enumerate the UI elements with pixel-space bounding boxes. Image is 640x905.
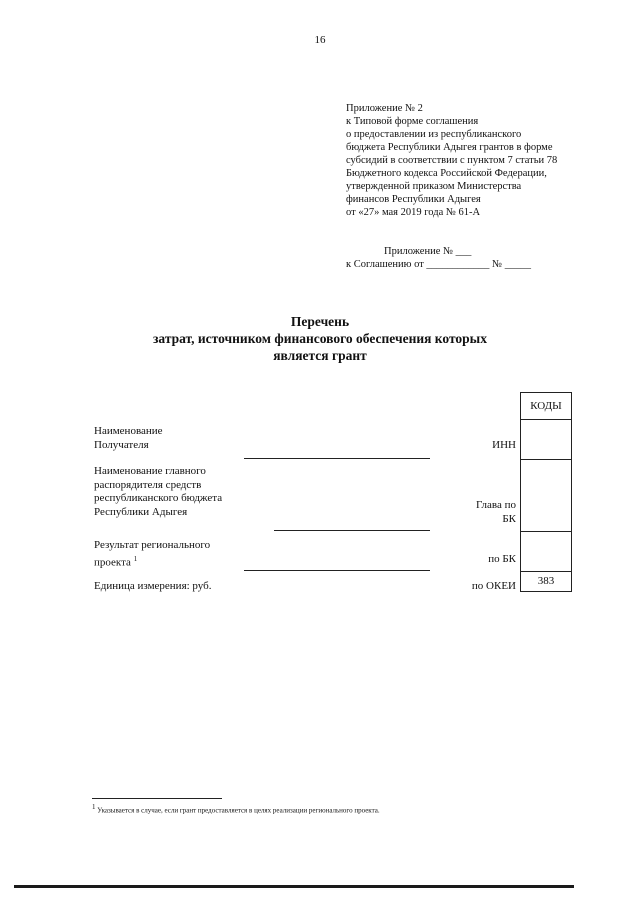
appendix-line: Бюджетного кодекса Российской Федерации, <box>346 168 547 179</box>
regional-project-fill-line <box>244 570 430 571</box>
recipient-label <box>94 425 274 452</box>
appendix-line: утвержденной приказом Министерства <box>346 181 522 192</box>
inn-label: ИНН <box>492 439 516 451</box>
appendix-line: финансов Республики Адыгея <box>346 194 481 205</box>
recipient-label-line: Наименование <box>94 425 163 437</box>
appendix-line: Приложение № 2 <box>346 103 423 114</box>
scan-bottom-edge <box>14 885 574 888</box>
appendix-line: от «27» мая 2019 года № 61-А <box>346 207 481 218</box>
page-number: 16 <box>314 34 326 46</box>
glava-bk-label-line: Глава по <box>476 499 516 511</box>
footnote <box>92 803 380 814</box>
appendix-header <box>346 102 606 219</box>
regional-project-label-line: Результат регионального <box>94 539 211 551</box>
budget-administrator-label-line: Республики Адыгея <box>94 505 188 518</box>
appendix-line: о предоставлении из республиканского <box>346 129 522 140</box>
po-bk-label: по БК <box>488 553 516 565</box>
sub-appendix-number: Приложение № ___ <box>384 246 472 257</box>
appendix-line: субсидий в соответствии с пунктом 7 статьи 78 <box>346 155 558 166</box>
budget-administrator-label-line: распорядителя средств <box>94 478 202 491</box>
codes-column <box>520 392 572 592</box>
appendix-line: к Типовой форме соглашения <box>346 116 479 127</box>
codes-header: КОДЫ <box>521 393 571 420</box>
document-subtitle-line2: является грант <box>273 348 367 363</box>
budget-administrator-fill-line <box>274 530 430 531</box>
budget-administrator-label <box>94 465 274 519</box>
footnote-separator <box>92 798 222 799</box>
footnote-text: Указывается в случае, если грант предоставляется в целях реализации регионального проекта. <box>97 806 380 815</box>
glava-bk-label <box>440 499 516 526</box>
appendix-line: бюджета Республики Адыгея грантов в форме <box>346 142 553 153</box>
budget-administrator-label-line: республиканского бюджета <box>94 492 223 504</box>
recipient-label-line: Получателя <box>94 438 149 451</box>
footnote-reference: 1 <box>133 554 138 563</box>
glava-bk-label-line: БК <box>502 512 516 525</box>
budget-administrator-label-line: Наименование главного <box>94 465 206 477</box>
regional-project-label <box>94 539 274 570</box>
unit-label: Единица измерения: руб. <box>94 580 212 592</box>
code-cell-glava-bk <box>521 460 571 532</box>
document-title: Перечень <box>290 314 350 329</box>
okei-label: по ОКЕИ <box>471 580 516 592</box>
footnote-mark: 1 <box>92 803 96 811</box>
recipient-fill-line <box>244 458 430 459</box>
document-subtitle-line1: затрат, источником финансового обеспечения которых <box>153 331 487 346</box>
regional-project-label-line <box>94 553 274 570</box>
sub-appendix-agreement: к Соглашению от ____________ № _____ <box>346 259 531 270</box>
code-cell-okei: 383 <box>537 575 555 587</box>
code-cell-inn <box>521 420 571 460</box>
code-cell-po-bk <box>521 532 571 572</box>
regional-project-label-text: проекта <box>94 556 131 569</box>
